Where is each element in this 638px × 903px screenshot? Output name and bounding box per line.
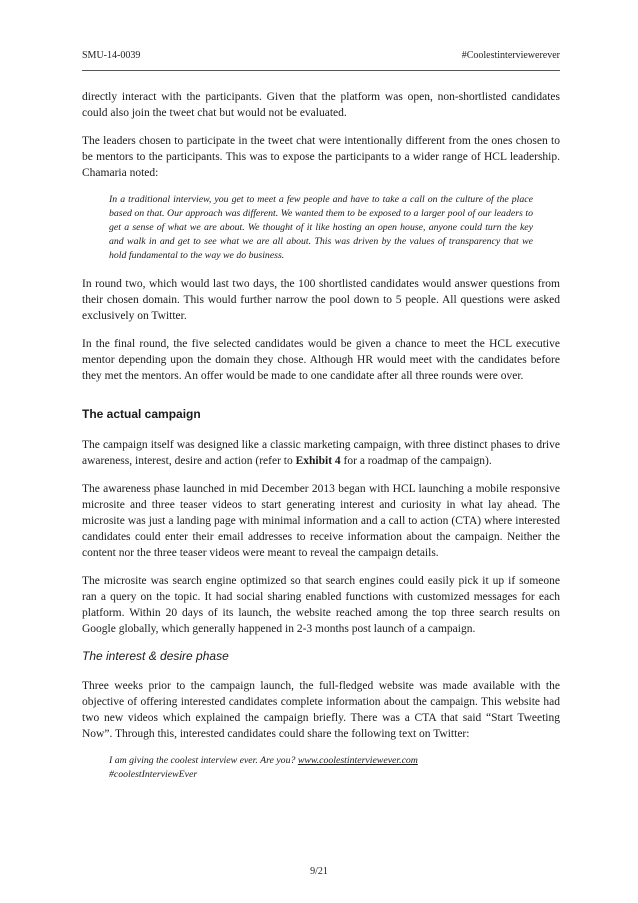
tweet-text: I am giving the coolest interview ever. Are you? <box>109 755 298 766</box>
document-body <box>82 89 560 782</box>
website-link[interactable]: www.coolestinterviewever.com <box>297 755 418 766</box>
paragraph-3: In round two, which would last two days, the 100 shortlisted candidates would answer questions from their chosen domain. This would further narrow the pool down to 5 people. All questions were asked exclusively on Twitter. <box>82 278 560 322</box>
paragraph-5 <box>82 437 560 469</box>
tweet-hashtag: #coolestInterviewEver <box>109 769 198 780</box>
paragraph-2: The leaders chosen to participate in the tweet chat were intentionally different from the ones chosen to be mentors to the participants. This was to expose the participants to a wider range of HCL leadership. Chamaria noted: <box>82 135 560 179</box>
document-hashtag: #Coolestinterviewerever <box>461 50 560 61</box>
page-header <box>82 50 560 62</box>
tweet-quote <box>109 754 533 782</box>
subsection-title: The interest & desire phase <box>82 649 229 663</box>
paragraph-5-text-a: The campaign itself was designed like a classic marketing campaign, with three distinct phases to drive awareness, interest, desire and action (refer to <box>82 439 560 467</box>
paragraph-4: In the final round, the five selected candidates would be given a chance to meet the HCL executive mentor depending upon the domain they chose. Although HR would meet with the candidates before they met the mentors. An offer would be made to one candidate after all three rounds were over. <box>82 338 560 382</box>
chamaria-quote: In a traditional interview, you get to meet a few people and have to take a call on the culture of the place based on that. Our approach was different. We wanted them to be exposed to a larger pool of our leaders to get a sense of what we are about. We thought of it like hosting an open house, anyone could turn the key and walk in and get to see what we are all about. This was driven by the values of transparency that we hold fundamental to the way we do business. <box>109 194 533 261</box>
paragraph-1: directly interact with the participants. Given that the platform was open, non-shortlisted candidates could also join the tweet chat but would not be evaluated. <box>82 91 560 119</box>
document-code: SMU-14-0039 <box>82 50 141 61</box>
section-title: The actual campaign <box>82 407 201 421</box>
page-number: 9/21 <box>310 866 328 877</box>
paragraph-6: The awareness phase launched in mid December 2013 began with HCL launching a mobile responsive microsite and three teaser videos to start generating interest and curiosity in what lay ahead. The microsite was just a landing page with minimal information and a call to action (CTA) where interested candidates could enter their email addresses to receive information about the campaign. Neither the content nor the three teaser videos were meant to reveal the campaign details. <box>82 483 560 559</box>
header-divider <box>82 70 560 71</box>
paragraph-8: Three weeks prior to the campaign launch, the full-fledged website was made available with the objective of offering interested candidates complete information about the campaign. This website had two new videos which explained the campaign briefly. There was a CTA that said “Start Tweeting Now”. Through this, interested candidates could share the following text on Twitter: <box>82 680 560 740</box>
paragraph-5-text-b: for a roadmap of the campaign). <box>340 455 492 467</box>
exhibit-reference: Exhibit 4 <box>295 455 341 467</box>
paragraph-7: The microsite was search engine optimized so that search engines could easily pick it up if someone ran a query on the topic. It had social sharing enabled functions with customized messages for each platform. Within 20 days of its launch, the website reached among the top three search results on Google globally, which generally happened in 2-3 months post launch of a campaign. <box>82 575 560 635</box>
